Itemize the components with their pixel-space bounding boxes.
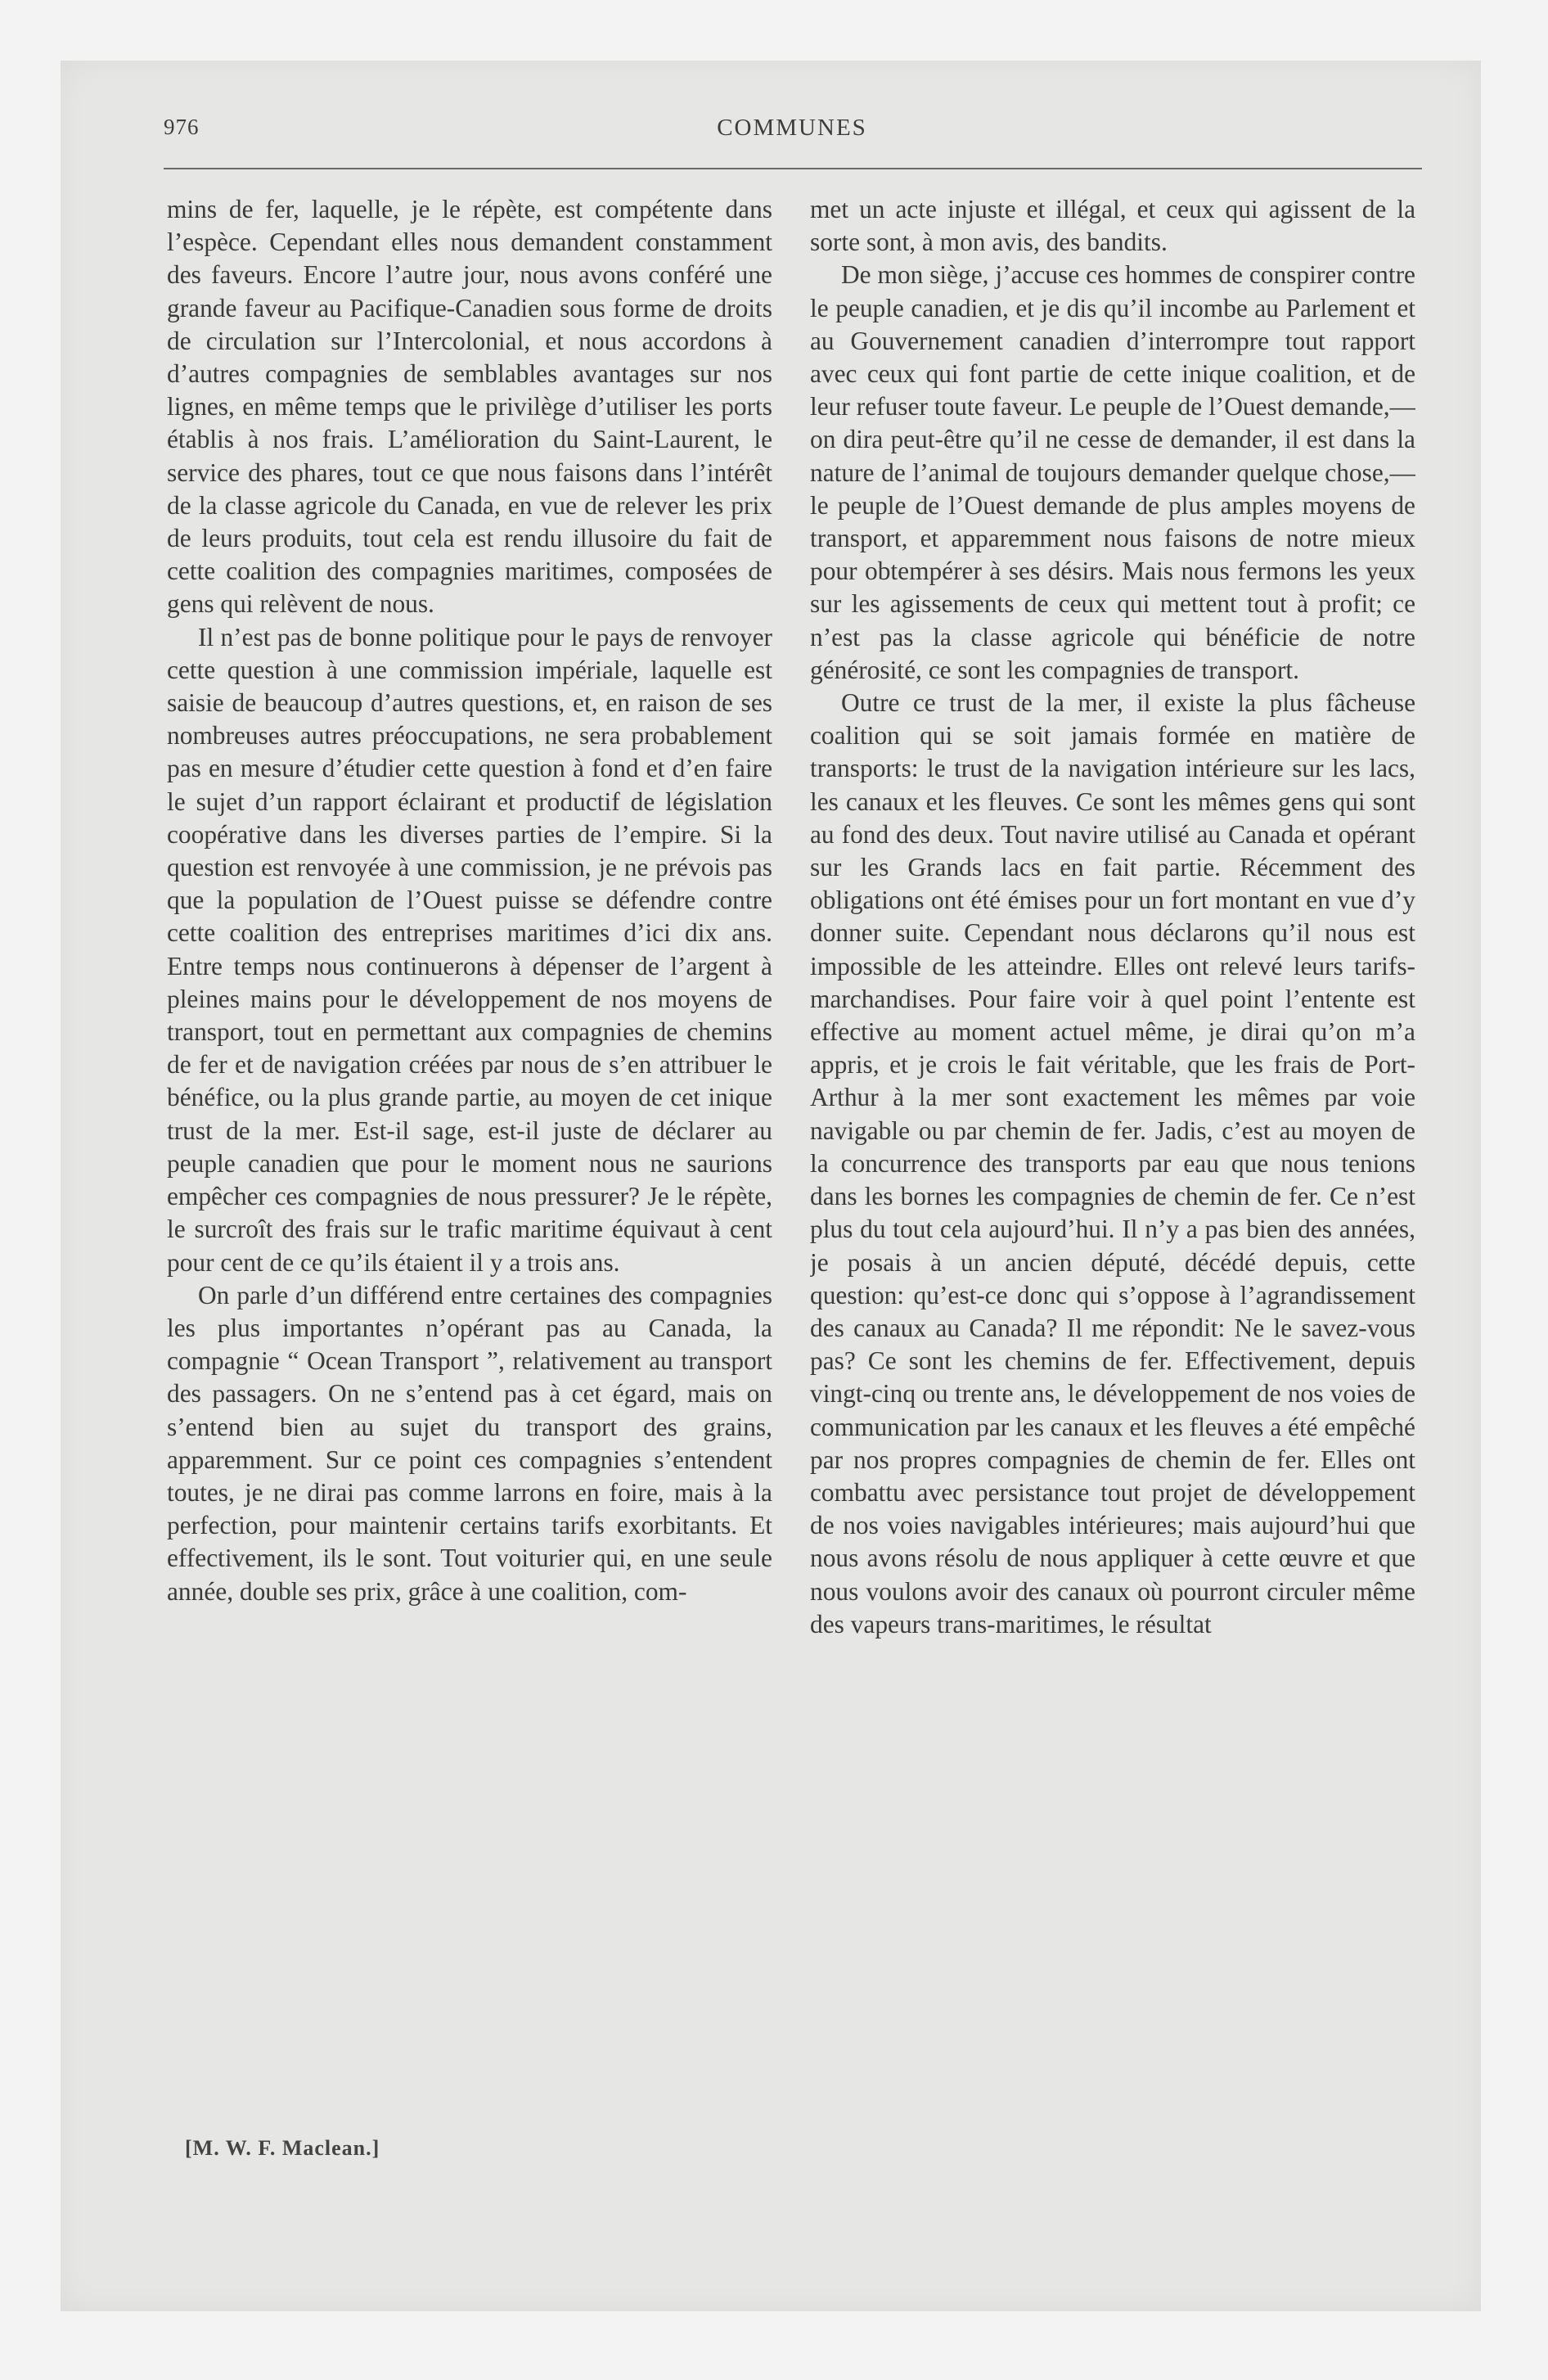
paragraph: De mon siège, j’accuse ces hommes de conspirer contre le peuple canadien, et je dis qu’il incombe au Parlement et au Gouvernement canadien d’interrompre tout rapport avec ceux qui font partie de cette inique coalition, et de leur refuser toute faveur. Le peuple de l’Ouest demande,—on dira peut-être qu’il ne cesse de demander, il est dans la nature de l’animal de toujours demander quelque chose,—le peuple de l’Ouest demande de plus amples moyens de transport, et apparemment nous faisons de notre mieux pour obtempérer à ses désirs. Mais nous fermons les yeux sur les agissements de ceux qui mettent tout à profit; ce n’est pas la classe agricole qui bénéficie de notre générosité, ce sont les compagnies de transport. [810,260,1415,684]
page-header [164,115,1420,160]
running-head: COMMUNES [717,115,867,141]
paragraph: Outre ce trust de la mer, il existe la plus fâcheuse coalition qui se soit jamais formée en matière de transports: le trust de la navigation intérieure sur les lacs, les canaux et les fleuves. Ce sont les mêmes gens qui sont au fond des deux. Tout navire utilisé au Canada et opérant sur les Grands lacs en fait partie. Récemment des obligations ont été émises pour un fort montant en vue d’y donner suite. Cependant nous déclarons qu’il nous est impossible de les atteindre. Elles ont relevé leurs tarifs-marchandises. Pour faire voir à quel point l’entente est effective au moment actuel même, je dirai qu’on m’a appris, et je crois le fait véritable, que les frais de Port-Arthur à la mer sont exactement les mêmes par voie navigable ou par chemin de fer. Jadis, c’est au moyen de la concurrence des transports par eau que nous tenions dans les bornes les compagnies de chemin de fer. Ce n’est plus du tout cela aujourd’hui. Il n’y a pas bien des années, je posais à un ancien député, décédé depuis, cette question: qu’est-ce donc qui s’oppose à l’agrandissement des canaux au Canada? Il me répondit: Ne le savez-vous pas? Ce sont les chemins de fer. Effectivement, depuis vingt-cinq ou trente ans, le développement de nos voies de communication par les canaux et les fleuves a été empêché par nos propres compagnies de chemin de fer. Elles ont combattu avec persistance tout projet de développement de nos voies navigables intérieures; mais aujourd’hui que nous avons résolu de nous appliquer à cette œuvre et que nous voulons avoir des canaux où pourront circuler même des vapeurs trans-maritimes, le résultat [810,688,1415,1639]
paragraph: mins de fer, laquelle, je le répète, est compétente dans l’espèce. Cependant elles nous demandent constamment des faveurs. Encore l’autre jour, nous avons conféré une grande faveur au Pacifique-Canadien sous forme de droits de circulation sur l’Intercolonial, et nous accordons à d’autres compagnies de semblables avantages sur nos lignes, en même temps que le privilège d’utiliser les ports établis à nos frais. L’amélioration du Saint-Laurent, le service des phares, tout ce que nous faisons dans l’intérêt de la classe agricole du Canada, en vue de relever les prix de leurs produits, tout cela est rendu illusoire du fait de cette coalition des compagnies maritimes, composées de gens qui relèvent de nous. [167,195,772,619]
paragraph: On parle d’un différend entre certaines des compagnies les plus importantes n’opérant pas au Canada, la compagnie “ Ocean Transport ”, relativement au transport des passagers. On ne s’entend pas à cet égard, mais on s’entend bien au sujet du transport des grains, apparemment. Sur ce point ces compagnies s’entendent toutes, je ne dirai pas comme larrons en foire, mais à la perfection, pour maintenir certains tarifs exorbitants. Et effectivement, ils le sont. Tout voiturier qui, en une seule année, double ses prix, grâce à une coalition, com- [167,1280,772,1606]
speaker-attribution: [M. W. F. Maclean.] [185,2136,380,2160]
header-rule [164,168,1422,169]
page-number: 976 [164,115,200,139]
right-column [810,193,1415,2157]
paragraph: Il n’est pas de bonne politique pour le pays de renvoyer cette question à une commission impériale, laquelle est saisie de beaucoup d’autres questions, et, en raison de ses nombreuses autres préoccupations, ne sera probablement pas en mesure d’étudier cette question à fond et d’en faire le sujet d’un rapport éclairant et productif de législation coopérative dans les diverses parties de l’empire. Si la question est renvoyée à une commission, je ne prévois pas que la population de l’Ouest puisse se défendre contre cette coalition des entreprises maritimes d’ici dix ans. Entre temps nous continuerons à dépenser de l’argent à pleines mains pour le développement de nos moyens de transport, tout en permettant aux compagnies de chemins de fer et de navigation créées par nous de s’en attribuer le bénéfice, ou la plus grande partie, au moyen de cet inique trust de la mer. Est-il sage, est-il juste de déclarer au peuple canadien que pour le moment nous ne saurions empêcher ces compagnies de nous pressurer? Je le répète, le surcroît des frais sur le trafic maritime équivaut à cent pour cent de ce qu’ils étaient il y a trois ans. [167,622,772,1277]
paragraph: met un acte injuste et illégal, et ceux qui agissent de la sorte sont, à mon avis, des bandits. [810,195,1415,257]
left-column [167,193,772,2157]
